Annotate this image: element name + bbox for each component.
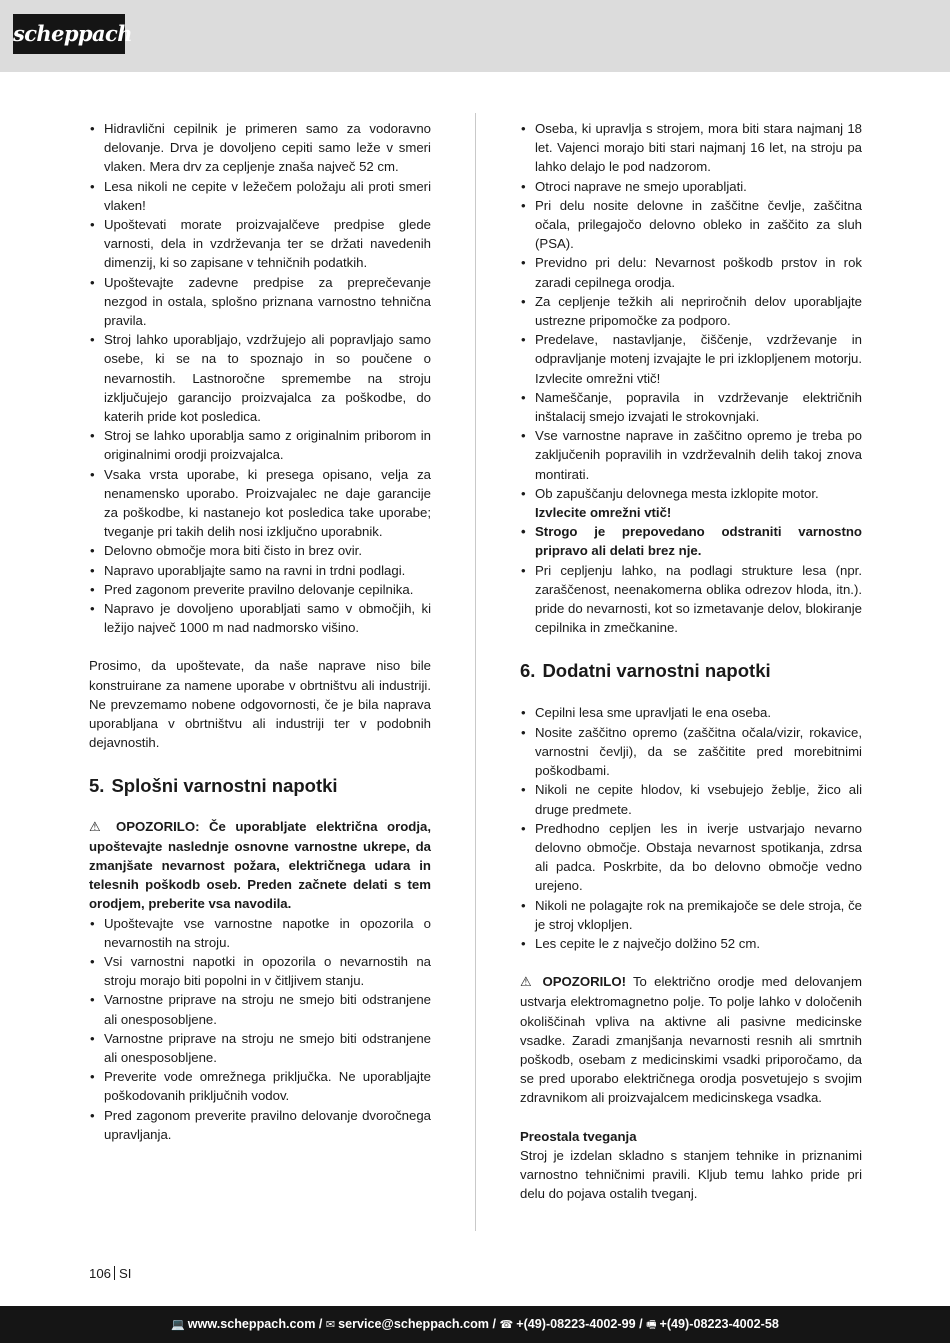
- footer-separator: /: [489, 1317, 500, 1331]
- list-item: • Stroj se lahko uporablja samo z originalnim priborom in originalnimi orodji proizvajalca.: [89, 426, 431, 464]
- bullet-list-operator: [520, 119, 862, 637]
- footer-fax: +(49)-08223-4002-58: [659, 1317, 779, 1331]
- list-item: • Upoštevajte vse varnostne napotke in opozorila o nevarnostih na stroju.: [89, 914, 431, 952]
- warning-text: To električno orodje med delovanjem ustvarja elektromagnetno polje. To polje lahko v določenih okoliščinah vpliva na aktivne ali pasivne medicinske vsadke. Zaradi zmanjšanja nevarnosti resnih ali smrtnih poškodb, osebam z medicinskimi vsadki priporočamo, da se pred uporabo električnega orodja posvetujejo s svojim zdravnikom ali proizvajalcem medicinskega vsadka.: [520, 974, 862, 1106]
- fax-icon: 🖷: [646, 1318, 657, 1331]
- section-5-heading: [89, 774, 431, 798]
- list-item: • Lesa nikoli ne cepite v ležečem položaju ali proti smeri vlaken!: [89, 177, 431, 215]
- list-item: • Varnostne priprave na stroju ne smejo biti odstranjene ali onesposobljene.: [89, 1029, 431, 1067]
- list-item: • Vsi varnostni napotki in opozorila o nevarnostih na stroju morajo biti popolni in v čitljivem stanju.: [89, 952, 431, 990]
- warning-text: OPOZORILO: Če uporabljate električna orodja, upoštevajte naslednje osnovne varnostne ukrepe, da zmanjšate nevarnost požara, električnega udara in telesnih poškodb oseb. Preden začnete delati s tem orodjem, preberite vsa navodila.: [89, 818, 431, 912]
- header-band: [0, 0, 950, 72]
- list-item: • Vse varnostne naprave in zaščitno opremo je treba po zaključenih popravilih in vzdrževalnih delih takoj znova montirati.: [520, 426, 862, 484]
- warning-triangle-icon: ⚠: [89, 819, 107, 835]
- list-item: • Varnostne priprave na stroju ne smejo biti odstranjene ali onesposobljene.: [89, 990, 431, 1028]
- list-item: • Les cepite le z največjo dolžino 52 cm.: [520, 934, 862, 953]
- bullet-list-section-6: [520, 703, 862, 953]
- list-item: • Pri delu nosite delovne in zaščitne čevlje, zaščitna očala, prilegajočo delovno obleko in zaščito za sluh (PSA).: [520, 196, 862, 254]
- page-number-separator: [114, 1266, 115, 1280]
- list-item: • Pred zagonom preverite pravilno delovanje cepilnika.: [89, 580, 431, 599]
- warning-label: OPOZORILO!: [542, 974, 626, 990]
- motor-off-text: Ob zapuščanju delovnega mesta izklopite motor.: [535, 485, 819, 501]
- list-item: [520, 484, 862, 522]
- list-item: • Nosite zaščitno opremo (zaščitna očala/vizir, rokavice, varnostni čevlji), da se zaščitite pred morebitnimi poškodbami.: [520, 723, 862, 781]
- list-item: • Napravo je dovoljeno uporabljati samo v območjih, ki ležijo največ 1000 m nad nadmorsko višino.: [89, 599, 431, 637]
- section-6-heading: [520, 659, 862, 683]
- footer-contact-bar: [0, 1306, 950, 1343]
- right-column: [520, 119, 862, 1203]
- page-number: [89, 1265, 131, 1283]
- footer-phone: +(49)-08223-4002-99: [516, 1317, 636, 1331]
- mail-icon: ✉: [325, 1318, 336, 1331]
- bullet-list-intro: [89, 119, 431, 637]
- list-item: • Za cepljenje težkih ali nepriročnih delov uporabljajte ustrezne pripomočke za podporo.: [520, 292, 862, 330]
- list-item: • Cepilni lesa sme upravljati le ena oseba.: [520, 703, 862, 722]
- footer-email-link[interactable]: service@scheppach.com: [338, 1317, 490, 1331]
- bullet-list-section-5: [89, 914, 431, 1144]
- list-item: • Upoštevati morate proizvajalčeve predpise glede varnosti, dela in vzdrževanja ter se držati navedenih dimenzij, ki so zapisane v tehničnih podatkih.: [89, 215, 431, 273]
- residual-risks-heading: Preostala tveganja: [520, 1128, 637, 1144]
- list-item: • Upoštevajte zadevne predpise za preprečevanje nezgod in ostala, splošno priznana varnostno tehnična pravila.: [89, 273, 431, 331]
- brand-logo: scheppach: [13, 14, 125, 54]
- list-item: • Previdno pri delu: Nevarnost poškodb prstov in rok zaradi cepilnega orodja.: [520, 253, 862, 291]
- list-item: • Delovno območje mora biti čisto in brez ovir.: [89, 541, 431, 560]
- section-6-number: 6.: [520, 660, 536, 682]
- list-item: • Pri cepljenju lahko, na podlagi strukture lesa (npr. zaraščenost, neenakomerna oblika odrezov hloda, itn.). pride do nevarnosti, kot so izmetavanje delov, blokiranje cepilnika in zmečkanine.: [520, 561, 862, 638]
- left-column: [89, 119, 431, 1144]
- list-item: • Nameščanje, popravila in vzdrževanje električnih inštalacij smejo izvajati le strokovnjaki.: [520, 388, 862, 426]
- list-item: • Vsaka vrsta uporabe, ki presega opisano, velja za nenamensko uporabo. Proizvajalec ne daje garancije za poškodbe, ki nastanejo kot posledica take uporabe; tveganje pri takih delih nosi izključno uporabnik.: [89, 465, 431, 542]
- list-item: • Napravo uporabljajte samo na ravni in trdni podlagi.: [89, 561, 431, 580]
- footer-separator: /: [635, 1317, 647, 1331]
- computer-icon: 💻: [171, 1318, 185, 1331]
- section-5-warning: [89, 817, 431, 914]
- section-5-number: 5.: [89, 774, 105, 796]
- footer-separator: /: [315, 1317, 326, 1331]
- emf-warning: [520, 972, 862, 1107]
- list-item: • Pred zagonom preverite pravilno delovanje dvoročnega upravljanja.: [89, 1106, 431, 1144]
- column-divider: [475, 113, 476, 1231]
- list-item: • Preverite vode omrežnega priključka. Ne uporabljajte poškodovanih priključnih vodov.: [89, 1067, 431, 1105]
- warning-triangle-icon: ⚠: [520, 975, 536, 991]
- list-item: • Predhodno cepljen les in iverje ustvarjajo nevarno delovno območje. Obstaja nevarnost spotikanja, zdrsa ali padca. Poskrbite, da bo delovno območje vedno urejeno.: [520, 819, 862, 896]
- section-5-title: Splošni varnostni napotki: [111, 774, 338, 796]
- list-item: • Nikoli ne polagajte rok na premikajoče se dele stroja, če je stroj vklopljen.: [520, 896, 862, 934]
- usage-note-paragraph: Prosimo, da upoštevate, da naše naprave niso bile konstruirane za namene uporabe v obrtništvu ali industriji. Ne prevzemamo nobene odgovornosti, če je bila naprava uporabljana v obrtništvu ali industriji ter v podobnih dejavnostih.: [89, 658, 431, 751]
- list-item: • Predelave, nastavljanje, čiščenje, vzdrževanje in odpravljanje motenj izvajajte le pri izklopljenem motorju. Izvlecite omrežni vtič!: [520, 330, 862, 388]
- page-number-value: 106: [89, 1266, 112, 1281]
- residual-risks-text: Stroj je izdelan skladno s stanjem tehnike in priznanimi varnostno tehničnimi pravili. Kljub temu lahko pride pri delu do pojava ostalih tveganj.: [520, 1147, 862, 1202]
- page-language: SI: [119, 1266, 132, 1281]
- phone-icon: ☎: [499, 1318, 514, 1331]
- unplug-text: Izvlecite omrežni vtič!: [535, 505, 672, 521]
- list-item: • Nikoli ne cepite hlodov, ki vsebujejo žeblje, žico ali druge predmete.: [520, 780, 862, 818]
- list-item: • Hidravlični cepilnik je primeren samo za vodoravno delovanje. Drva je dovoljeno cepiti samo leže v smeri vlaken. Mera drv za cepljenje znaša največ 52 cm.: [89, 119, 431, 177]
- footer-website-link[interactable]: www.scheppach.com: [187, 1317, 316, 1331]
- section-6-title: Dodatni varnostni napotki: [542, 660, 771, 682]
- list-item: • Stroj lahko uporabljajo, vzdržujejo ali popravljajo samo osebe, ki se na to spoznajo in so poučene o nevarnostih. Lastnoročne spremembe na stroju izključujejo garancijo proizvajalca za poškodbe, do katerih pride kot posledica.: [89, 330, 431, 426]
- list-item: • Strogo je prepovedano odstraniti varnostno pripravo ali delati brez nje.: [520, 522, 862, 560]
- list-item: • Oseba, ki upravlja s strojem, mora biti stara najmanj 18 let. Vajenci morajo biti stari najmanj 16 let, na stroju pa lahko delajo le pod nadzorom.: [520, 119, 862, 177]
- list-item: • Otroci naprave ne smejo uporabljati.: [520, 177, 862, 196]
